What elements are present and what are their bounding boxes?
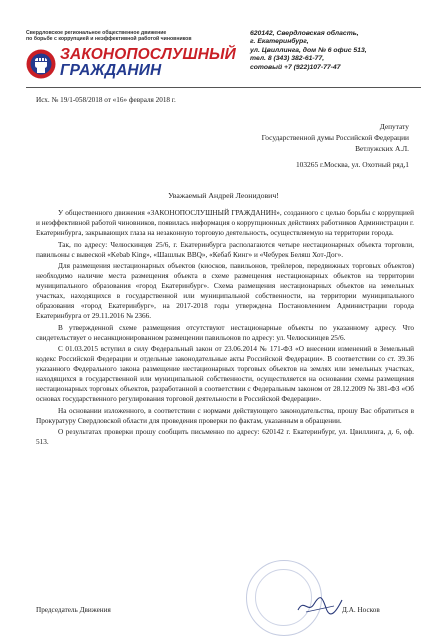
fist-logo-icon: [26, 48, 56, 80]
body-paragraph: В утвержденной схеме размещения отсутствуют нестационарные объекты по указанному адресу. Что свидетельствует о несанкционированном размещении павильонов по адресу: ул. Челюскинцев 25/6.: [36, 323, 414, 342]
letter-body: [36, 208, 414, 449]
org-description-line-2: по борьбе с коррупцией и неэффективной работой чиновников: [26, 36, 192, 43]
handwritten-signature: [296, 594, 344, 616]
body-paragraph: О результатах проверки прошу сообщить письменно по адресу: 620142 г. Екатеринбург, ул. Цвиллинга, д. 6, оф. 513.: [36, 428, 414, 446]
body-paragraph: На основании изложенного, в соответствии с нормами действующего законодательства, прошу Вас обратиться в Прокуратуру Свердловской области для проведения проверки по фактам, указанным в обращении.: [36, 406, 414, 425]
recipient-line: Депутату: [379, 122, 409, 131]
outgoing-reference: Исх. № 19/1-058/2018 от «16» февраля 2018 г.: [36, 96, 176, 104]
body-paragraph: Для размещения нестационарных объектов (киосков, павильонов, трейлеров, передвижных торговых объектов) необходимо наличие места размещения объекта в схеме размещения нестационарных объектов на территории муниципального образования «город Екатеринбург». Схема размещения нестационарных объектов на земельных участках, находящихся в государственной или муниципальной собственности, на территории муниципального образования «город Екатеринбург», на 2017-2018 годы утверждена Постановлением Администрации города Екатеринбурга от 29.11.2016 № 2366.: [36, 262, 414, 320]
recipient-line: Государственной думы Российской Федерации: [261, 133, 409, 143]
contact-line: ул. Цвиллинга, дом № 6 офис 513,: [250, 46, 367, 54]
body-paragraph: У общественного движения «ЗАКОНОПОСЛУШНЫЙ ГРАЖДАНИН», созданного с целью борьбы с коррупцией и неэффективной работой чиновников, появилась информация о коррупционных действиях работников Администрации г. Екатеринбурга, закрывающих глаза на незаконную торговую деятельность, осуществляемую на территории города.: [36, 209, 414, 237]
recipient-block: [262, 121, 409, 170]
contact-line: 620142, Свердловская область,: [250, 30, 359, 37]
contact-line: тел. 8 (343) 382-61-77,: [250, 55, 325, 63]
letterhead-divider: [26, 87, 421, 88]
letterhead-contacts: [250, 30, 367, 72]
contact-line: сотовый +7 (922)107-77-47: [250, 63, 341, 71]
signatory-name: Д.А. Носков: [342, 606, 380, 614]
body-paragraph: С 01.03.2015 вступил в силу Федеральный закон от 23.06.2014 № 171-ФЗ «О внесении изменений в Земельный кодекс Российской Федерации и отдельные законодательные акты Российской Федерации». В соответствии со ст. 39.36 указанного Федерального закона размещение нестационарных торговых объектов на землях или земельных участках, находящихся в государственной или муниципальной собственности, осуществляется на основании схемы размещения нестационарных торговых объектов, разработанной в соответствии с Федеральным законом от 28.12.2009 № 381-ФЗ «Об основах государственного регулирования торговой деятельности в Российской Федерации».: [36, 345, 414, 403]
org-name-logotype: [60, 47, 236, 79]
org-name-line-2: ГРАЖДАНИН: [60, 62, 162, 79]
signatory-title: Председатель Движения: [36, 606, 111, 614]
org-name-line-1: ЗАКОНОПОСЛУШНЫЙ: [60, 46, 236, 63]
org-description-line-1: Свердловское региональное общественное движение: [26, 30, 167, 36]
contact-line: г. Екатеринбург,: [250, 38, 309, 46]
salutation: Уважаемый Андрей Леонидович!: [168, 191, 279, 200]
letterhead-org-description: [26, 30, 226, 42]
body-paragraph: Так, по адресу: Челюскинцев 25/6, г. Екатеринбурга располагаются четыре нестационарных объекта торговли, павильоны с вывеской «Kebab King», «Шашлык BBQ», «Кебаб Кинг» и «Чебурек Беляш Хот-Дог».: [36, 240, 414, 259]
recipient-address: 103265 г.Москва, ул. Охотный ряд,1: [295, 159, 409, 169]
recipient-line: Ветлужских А.Л.: [355, 144, 409, 154]
